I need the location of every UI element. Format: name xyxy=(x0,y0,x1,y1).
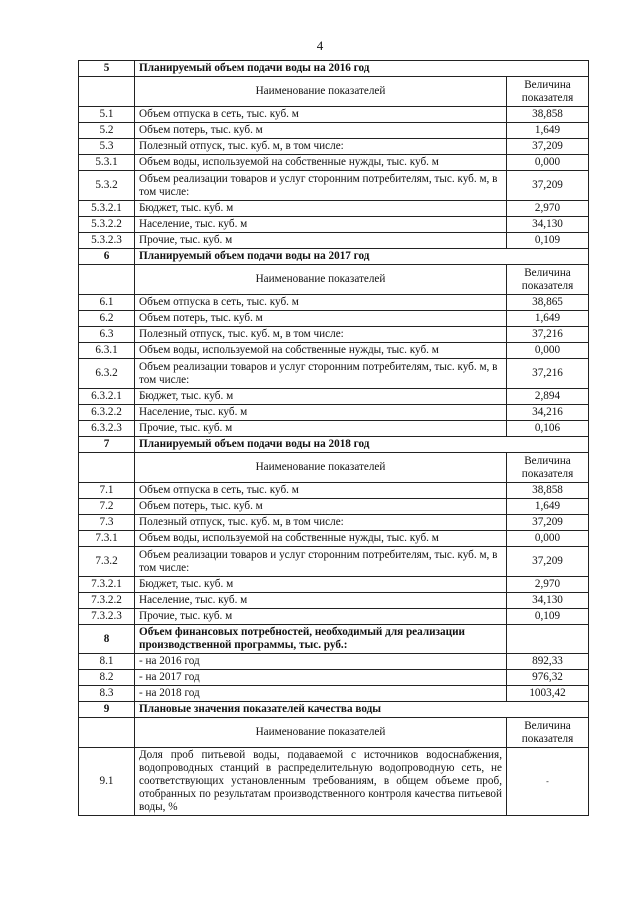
row-number: 6.1 xyxy=(79,295,135,311)
row-number: 7.1 xyxy=(79,483,135,499)
row-value: 0,000 xyxy=(507,531,589,547)
row-value: 34,216 xyxy=(507,405,589,421)
row-value: 0,000 xyxy=(507,155,589,171)
header-value: Величина показателя xyxy=(507,265,589,295)
table-row xyxy=(79,593,589,609)
table-row xyxy=(79,217,589,233)
table-row xyxy=(79,233,589,249)
table-row xyxy=(79,123,589,139)
header-number-empty xyxy=(79,265,135,295)
section-number: 8 xyxy=(79,625,135,654)
table-row xyxy=(79,139,589,155)
table-row xyxy=(79,405,589,421)
row-name: Полезный отпуск, тыс. куб. м, в том числе: xyxy=(135,515,507,531)
header-value: Величина показателя xyxy=(507,718,589,748)
table-row xyxy=(79,327,589,343)
row-number: 8.1 xyxy=(79,654,135,670)
row-name: Прочие, тыс. куб. м xyxy=(135,233,507,249)
row-name: Объем реализации товаров и услуг сторонним потребителям, тыс. куб. м, в том числе: xyxy=(135,547,507,577)
column-header-row xyxy=(79,453,589,483)
section-heading-row xyxy=(79,249,589,265)
table-row xyxy=(79,577,589,593)
table-row xyxy=(79,295,589,311)
section-number: 7 xyxy=(79,437,135,453)
table-row xyxy=(79,748,589,816)
row-number: 6.3.2.1 xyxy=(79,389,135,405)
column-header-row xyxy=(79,265,589,295)
row-value: 37,209 xyxy=(507,171,589,201)
table-row xyxy=(79,483,589,499)
section-title: Объем финансовых потребностей, необходимый для реализации производственной программы, тыс. руб.: xyxy=(135,625,507,654)
section-heading-row xyxy=(79,702,589,718)
row-value: 1,649 xyxy=(507,499,589,515)
row-name: Полезный отпуск, тыс. куб. м, в том числе: xyxy=(135,327,507,343)
header-name: Наименование показателей xyxy=(135,77,507,107)
table-row xyxy=(79,311,589,327)
row-number: 8.3 xyxy=(79,686,135,702)
table-row xyxy=(79,515,589,531)
row-value: 1,649 xyxy=(507,311,589,327)
header-value: Величина показателя xyxy=(507,453,589,483)
row-value: - xyxy=(507,748,589,816)
row-number: 5.3.2.2 xyxy=(79,217,135,233)
table-row xyxy=(79,547,589,577)
row-name: Объем потерь, тыс. куб. м xyxy=(135,499,507,515)
section-value-empty xyxy=(507,625,589,654)
row-name: Объем реализации товаров и услуг сторонним потребителям, тыс. куб. м, в том числе: xyxy=(135,359,507,389)
row-name: Полезный отпуск, тыс. куб. м, в том числе: xyxy=(135,139,507,155)
row-number: 5.1 xyxy=(79,107,135,123)
header-value: Величина показателя xyxy=(507,77,589,107)
table-row xyxy=(79,155,589,171)
row-value: 38,858 xyxy=(507,107,589,123)
row-number: 7.2 xyxy=(79,499,135,515)
row-number: 8.2 xyxy=(79,670,135,686)
section-heading-row xyxy=(79,625,589,654)
table-row xyxy=(79,201,589,217)
row-name: Объем потерь, тыс. куб. м xyxy=(135,311,507,327)
row-value: 37,216 xyxy=(507,359,589,389)
row-name: Бюджет, тыс. куб. м xyxy=(135,201,507,217)
row-number: 6.2 xyxy=(79,311,135,327)
section-number: 5 xyxy=(79,61,135,77)
row-number: 6.3.1 xyxy=(79,343,135,359)
table-row xyxy=(79,107,589,123)
header-name: Наименование показателей xyxy=(135,265,507,295)
column-header-row xyxy=(79,718,589,748)
table-row xyxy=(79,359,589,389)
row-name: Население, тыс. куб. м xyxy=(135,405,507,421)
row-number: 7.3.2 xyxy=(79,547,135,577)
row-name: Объем отпуска в сеть, тыс. куб. м xyxy=(135,107,507,123)
row-name: Население, тыс. куб. м xyxy=(135,217,507,233)
table-row xyxy=(79,343,589,359)
row-name: Объем воды, используемой на собственные нужды, тыс. куб. м xyxy=(135,343,507,359)
row-value: 976,32 xyxy=(507,670,589,686)
table-row xyxy=(79,421,589,437)
row-name: Объем воды, используемой на собственные нужды, тыс. куб. м xyxy=(135,531,507,547)
header-number-empty xyxy=(79,718,135,748)
section-number: 6 xyxy=(79,249,135,265)
row-number: 9.1 xyxy=(79,748,135,816)
row-name: Объем потерь, тыс. куб. м xyxy=(135,123,507,139)
row-value: 0,000 xyxy=(507,343,589,359)
page-number: 4 xyxy=(316,38,324,53)
row-name: - на 2016 год xyxy=(135,654,507,670)
row-value: 0,109 xyxy=(507,233,589,249)
row-value: 38,865 xyxy=(507,295,589,311)
row-name: - на 2017 год xyxy=(135,670,507,686)
row-value: 37,209 xyxy=(507,547,589,577)
row-number: 5.2 xyxy=(79,123,135,139)
row-name: Объем отпуска в сеть, тыс. куб. м xyxy=(135,483,507,499)
row-name: Прочие, тыс. куб. м xyxy=(135,421,507,437)
row-name: Прочие, тыс. куб. м xyxy=(135,609,507,625)
indicators-table xyxy=(78,60,589,816)
table-row xyxy=(79,670,589,686)
row-value: 2,970 xyxy=(507,577,589,593)
section-title: Планируемый объем подачи воды на 2016 год xyxy=(135,61,589,77)
section-title: Планируемый объем подачи воды на 2018 год xyxy=(135,437,589,453)
section-title: Плановые значения показателей качества воды xyxy=(135,702,589,718)
section-heading-row xyxy=(79,61,589,77)
row-name: Население, тыс. куб. м xyxy=(135,593,507,609)
table-row xyxy=(79,389,589,405)
row-number: 5.3.1 xyxy=(79,155,135,171)
row-value: 1003,42 xyxy=(507,686,589,702)
row-value: 892,33 xyxy=(507,654,589,670)
row-name: Бюджет, тыс. куб. м xyxy=(135,577,507,593)
row-value: 37,209 xyxy=(507,515,589,531)
row-number: 6.3.2.2 xyxy=(79,405,135,421)
row-value: 1,649 xyxy=(507,123,589,139)
table-row xyxy=(79,686,589,702)
row-value: 37,216 xyxy=(507,327,589,343)
row-value: 38,858 xyxy=(507,483,589,499)
row-number: 7.3.2.2 xyxy=(79,593,135,609)
table-row xyxy=(79,171,589,201)
header-name: Наименование показателей xyxy=(135,718,507,748)
row-value: 0,106 xyxy=(507,421,589,437)
row-value: 0,109 xyxy=(507,609,589,625)
row-name: Доля проб питьевой воды, подаваемой с источников водоснабжения, водопроводных станций в распределительную водопроводную сеть, не соответствующих установленным требованиям, в общем объеме проб, отобранных по результатам производственного контроля качества питьевой воды, % xyxy=(135,748,507,816)
header-number-empty xyxy=(79,77,135,107)
row-number: 7.3.2.1 xyxy=(79,577,135,593)
table-row xyxy=(79,499,589,515)
table-row xyxy=(79,654,589,670)
row-number: 7.3 xyxy=(79,515,135,531)
row-number: 5.3.2 xyxy=(79,171,135,201)
row-value: 34,130 xyxy=(507,593,589,609)
header-number-empty xyxy=(79,453,135,483)
row-number: 6.3.2.3 xyxy=(79,421,135,437)
row-number: 6.3 xyxy=(79,327,135,343)
column-header-row xyxy=(79,77,589,107)
table-row xyxy=(79,531,589,547)
section-title: Планируемый объем подачи воды на 2017 год xyxy=(135,249,589,265)
section-heading-row xyxy=(79,437,589,453)
row-value: 37,209 xyxy=(507,139,589,155)
row-name: Объем отпуска в сеть, тыс. куб. м xyxy=(135,295,507,311)
row-number: 7.3.1 xyxy=(79,531,135,547)
row-value: 34,130 xyxy=(507,217,589,233)
row-number: 5.3.2.1 xyxy=(79,201,135,217)
row-number: 7.3.2.3 xyxy=(79,609,135,625)
row-name: - на 2018 год xyxy=(135,686,507,702)
row-name: Объем воды, используемой на собственные нужды, тыс. куб. м xyxy=(135,155,507,171)
table-row xyxy=(79,609,589,625)
row-number: 5.3 xyxy=(79,139,135,155)
row-number: 6.3.2 xyxy=(79,359,135,389)
row-name: Объем реализации товаров и услуг сторонним потребителям, тыс. куб. м, в том числе: xyxy=(135,171,507,201)
row-value: 2,894 xyxy=(507,389,589,405)
row-value: 2,970 xyxy=(507,201,589,217)
header-name: Наименование показателей xyxy=(135,453,507,483)
row-name: Бюджет, тыс. куб. м xyxy=(135,389,507,405)
section-number: 9 xyxy=(79,702,135,718)
row-number: 5.3.2.3 xyxy=(79,233,135,249)
